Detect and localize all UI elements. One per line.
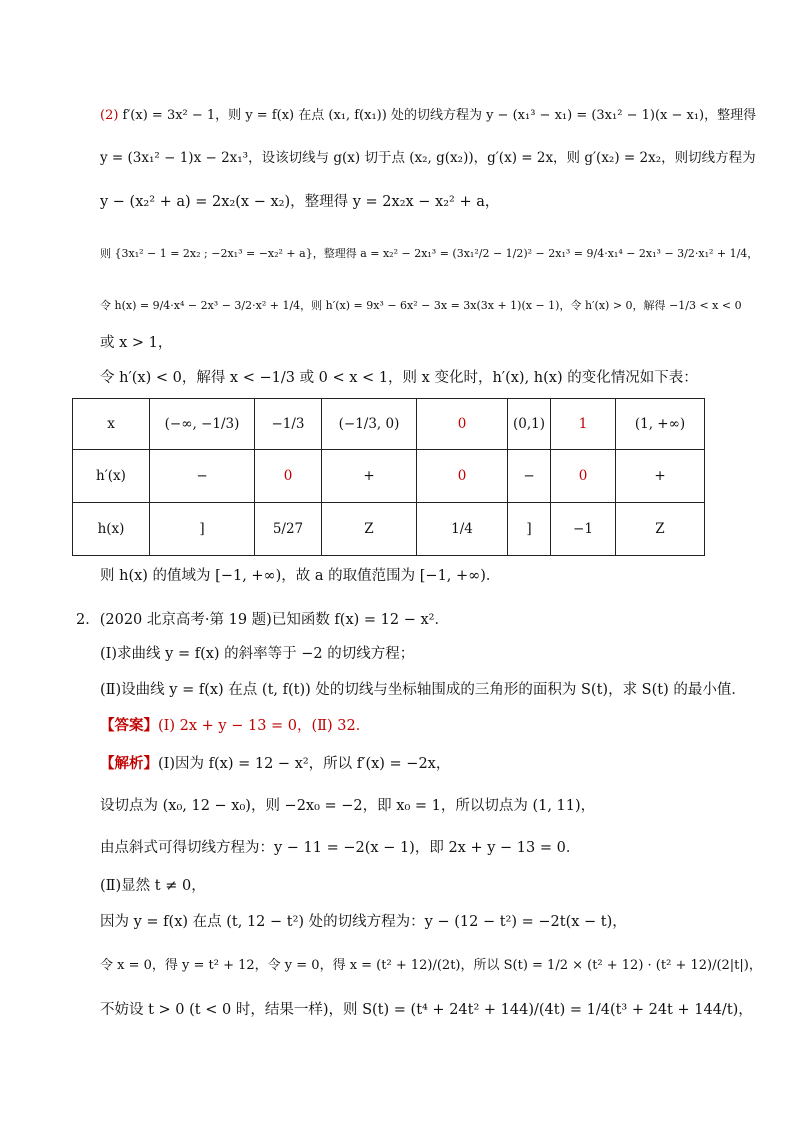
table-cell: ] <box>508 503 551 556</box>
table-cell: 0 <box>417 399 508 450</box>
solution-line-18: 令 x = 0，得 y = t² + 12，令 y = 0，得 x = (t² + 12)/(2t)，所以 S(t) = 1/2 × (t² + 12) · (t² + 12)/(2|t|)， <box>100 958 762 973</box>
table-cell: ] <box>150 503 255 556</box>
solution-line-19: 不妨设 t > 0 (t < 0 时，结果一样)，则 S(t) = (t⁴ + 24t² + 144)/(4t) = 1/4(t³ + 24t + 144/t)， <box>100 1002 753 1018</box>
table-cell: 1 <box>551 399 616 450</box>
table-cell: −1/3 <box>255 399 322 450</box>
solution-line-1 <box>100 106 756 126</box>
table-cell: 1/4 <box>417 503 508 556</box>
table-cell: (−1/3, 0) <box>322 399 417 450</box>
answer-line <box>100 716 370 736</box>
table-cell: 5/27 <box>255 503 322 556</box>
table-cell: 0 <box>551 450 616 503</box>
solution-line-7: 令 h′(x) < 0，解得 x < −1/3 或 0 < x < 1，则 x 变化时，h′(x), h(x) 的变化情况如下表： <box>100 370 698 386</box>
analysis-text: (Ⅰ)因为 f(x) = 12 − x²，所以 f′(x) = −2x， <box>158 756 451 772</box>
table-cell: (0,1) <box>508 399 551 450</box>
table-cell: 0 <box>417 450 508 503</box>
solution-line-2: y = (3x₁² − 1)x − 2x₁³，设该切线与 g(x) 切于点 (x₂, g(x₂))，g′(x) = 2x，则 g′(x₂) = 2x₂，则切线方程为 <box>100 150 756 166</box>
table-cell: x <box>73 399 150 450</box>
table-cell: − <box>508 450 551 503</box>
table-row <box>73 399 705 450</box>
solution-line-15: 由点斜式可得切线方程为：y − 11 = −2(x − 1)，即 2x + y − 13 = 0． <box>100 840 581 856</box>
table-row <box>73 503 705 556</box>
problem-2-part-2: (Ⅱ)设曲线 y = f(x) 在点 (t, f(t)) 处的切线与坐标轴围成的三角形的面积为 S(t)，求 S(t) 的最小值． <box>100 682 746 698</box>
table-cell: 0 <box>255 450 322 503</box>
solution-line-5: 令 h(x) = 9/4·x⁴ − 2x³ − 3/2·x² + 1/4，则 h′(x) = 9x³ − 6x² − 3x = 3x(3x + 1)(x − 1)，令 h′(x) > 0，解得 −1/3 < x < 0 <box>100 299 742 312</box>
table-cell: − <box>150 450 255 503</box>
table-cell: −1 <box>551 503 616 556</box>
table-cell: h(x) <box>73 503 150 556</box>
solution-line-3: y − (x₂² + a) = 2x₂(x − x₂)，整理得 y = 2x₂x − x₂² + a， <box>100 194 500 210</box>
table-cell: + <box>322 450 417 503</box>
solution-line-17: 因为 y = f(x) 在点 (t, 12 − t²) 处的切线方程为：y − (12 − t²) = −2t(x − t)， <box>100 914 627 930</box>
answer-tag: 【答案】 <box>100 717 158 734</box>
table-cell: (−∞, −1/3) <box>150 399 255 450</box>
problem-2-heading: 2．(2020 北京高考·第 19 题)已知函数 f(x) = 12 − x²． <box>76 612 449 628</box>
solution-line-6: 或 x > 1， <box>100 335 173 351</box>
variation-table <box>72 398 705 556</box>
analysis-line <box>100 754 450 774</box>
table-cell: h′(x) <box>73 450 150 503</box>
table-cell: + <box>616 450 705 503</box>
line-1-text: f′(x) = 3x² − 1，则 y = f(x) 在点 (x₁, f(x₁)) 处的切线方程为 y − (x₁³ − x₁) = (3x₁² − 1)(x − x₁)，整理得 <box>122 108 757 123</box>
part-2-marker: (2) <box>100 108 123 123</box>
answer-text: (Ⅰ) 2x + y − 13 = 0，(Ⅱ) 32． <box>158 718 371 734</box>
table-cell: (1, +∞) <box>616 399 705 450</box>
problem-2-part-1: (Ⅰ)求曲线 y = f(x) 的斜率等于 −2 的切线方程； <box>100 646 415 662</box>
table-row <box>73 450 705 503</box>
analysis-tag: 【解析】 <box>100 755 158 772</box>
table-cell: Z <box>322 503 417 556</box>
solution-line-16: (Ⅱ)显然 t ≠ 0， <box>100 878 206 894</box>
solution-line-8: 则 h(x) 的值域为 [−1, +∞)，故 a 的取值范围为 [−1, +∞)． <box>100 568 501 584</box>
table-cell: Z <box>616 503 705 556</box>
solution-line-4: 则 {3x₁² − 1 = 2x₂ ; −2x₁³ = −x₂² + a}，整理得 a = x₂² − 2x₁³ = (3x₁²/2 − 1/2)² − 2x₁³ = 9/4·x₁⁴ − 2x₁³ − 3/2·x₁² + 1/4， <box>100 247 759 260</box>
solution-line-14: 设切点为 (x₀, 12 − x₀)，则 −2x₀ = −2，即 x₀ = 1，所以切点为 (1, 11)， <box>100 798 596 814</box>
